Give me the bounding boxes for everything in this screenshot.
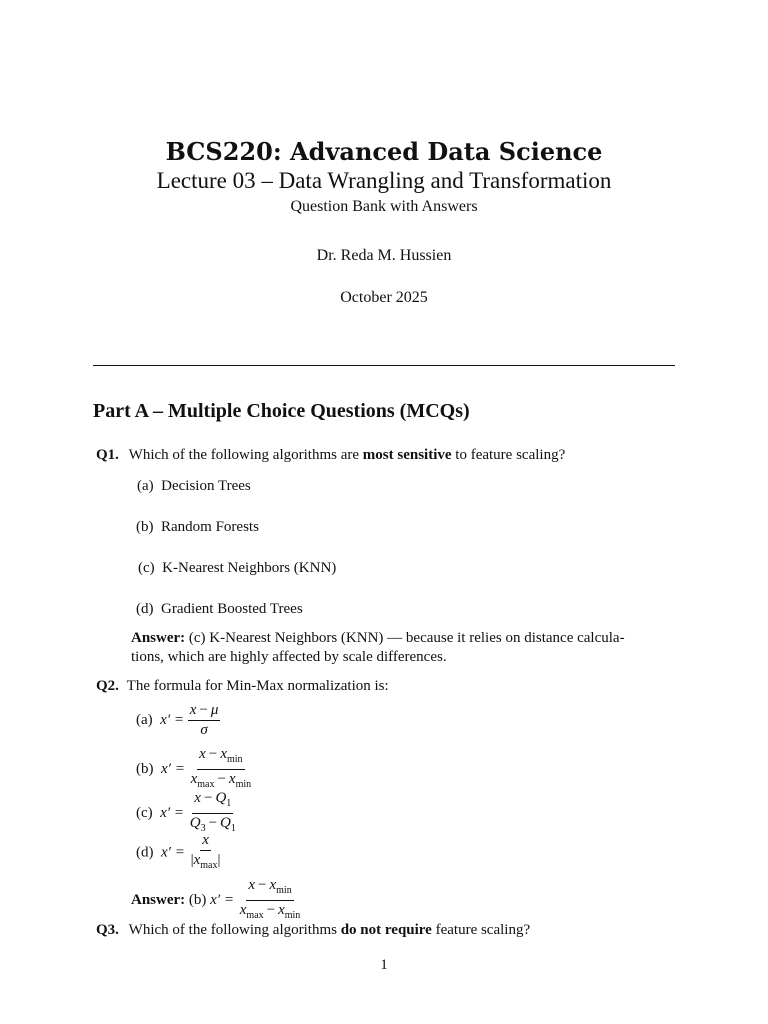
question-emphasis: do not require [340, 922, 432, 938]
answer-choice: (b) [188, 891, 207, 908]
formula-numerator: x − μ [188, 702, 221, 721]
title-divider [93, 365, 675, 366]
question-number: Q1. [96, 447, 119, 463]
option-label: (c) [138, 560, 155, 576]
q2-option-d [136, 832, 222, 874]
document-subtitle: Question Bank with Answers [290, 198, 478, 215]
option-text: Gradient Boosted Trees [161, 601, 303, 617]
option-text: Random Forests [161, 519, 259, 535]
q2-option-b [136, 746, 253, 793]
formula-numerator: x [200, 832, 211, 851]
question-2 [96, 677, 389, 695]
option-label: (a) [136, 711, 153, 728]
document-date: October 2025 [340, 289, 428, 306]
formula-fraction [188, 702, 221, 739]
option-label: (d) [136, 601, 154, 617]
formula-lhs: x′ = [161, 760, 185, 777]
formula-lhs: x′ = [210, 891, 234, 908]
answer-label: Answer: [131, 891, 186, 908]
option-label: (b) [136, 519, 154, 535]
formula-fraction [189, 746, 254, 793]
answer-text: (c) K-Nearest Neighbors (KNN) — because it relies on distance calcula- [188, 630, 625, 646]
option-text: K-Nearest Neighbors (KNN) [162, 560, 337, 576]
formula-denominator: σ [200, 722, 208, 738]
question-text: Which of the following algorithms are [128, 447, 363, 463]
q1-option-d [136, 600, 303, 618]
q2-answer [131, 877, 302, 924]
formula-lhs: x′ = [160, 711, 184, 728]
section-heading-part-a: Part A – Multiple Choice Questions (MCQs) [93, 400, 470, 422]
option-label: (d) [136, 844, 154, 861]
formula-denominator: $x_{max} - x_{min}$ [190, 771, 252, 790]
formula-denominator: $|x_{max}|$ [190, 852, 221, 871]
formula-fraction [238, 877, 303, 924]
answer-label: Answer: [131, 630, 186, 646]
question-text-end: to feature scaling? [451, 447, 566, 463]
course-title: BCS220: Advanced Data Science [165, 137, 603, 166]
page-number: 1 [380, 957, 388, 973]
q1-option-b [136, 518, 259, 536]
formula-lhs: x′ = [160, 804, 184, 821]
formula-numerator: $x - x_{min}$ [197, 746, 244, 770]
question-emphasis: most sensitive [362, 447, 452, 463]
question-number: Q3. [96, 922, 119, 938]
q2-option-c [136, 790, 238, 837]
formula-lhs: x′ = [161, 844, 185, 861]
question-text: The formula for Min-Max normalization is: [126, 678, 389, 694]
q1-option-c [138, 559, 336, 577]
answer-text-cont: tions, which are highly affected by scale differences. [131, 649, 447, 665]
option-text: Decision Trees [161, 478, 251, 494]
formula-fraction [189, 832, 223, 874]
formula-denominator: $x_{max} - x_{min}$ [239, 902, 301, 921]
question-1 [96, 446, 565, 464]
q1-option-a [137, 477, 251, 495]
author-name: Dr. Reda M. Hussien [316, 247, 452, 264]
lecture-title: Lecture 03 – Data Wrangling and Transformation [156, 168, 612, 193]
formula-denominator: $Q_3 - Q_1$ [189, 815, 236, 834]
formula-fraction [188, 790, 238, 837]
q2-option-a [136, 702, 220, 739]
question-3 [96, 921, 530, 939]
question-number: Q2. [96, 678, 119, 694]
question-text: Which of the following algorithms [128, 922, 341, 938]
option-label: (b) [136, 760, 154, 777]
q1-answer [131, 629, 676, 667]
formula-numerator: $x - Q_1$ [192, 790, 233, 814]
formula-numerator: $x - x_{min}$ [246, 877, 293, 901]
question-text-end: feature scaling? [431, 922, 531, 938]
option-label: (a) [137, 478, 154, 494]
option-label: (c) [136, 804, 153, 821]
